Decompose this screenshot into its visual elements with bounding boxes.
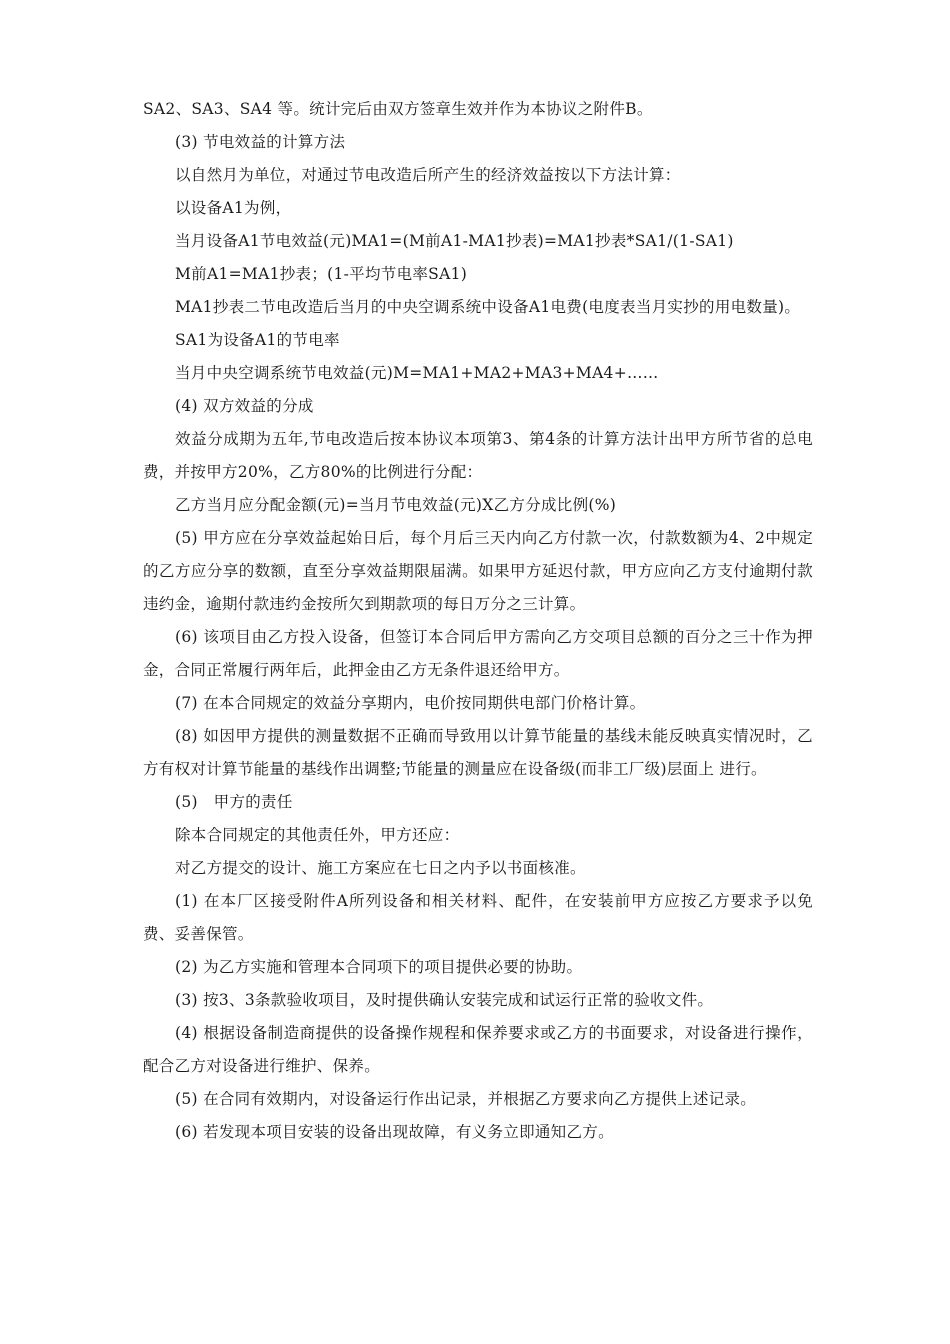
formula: M前A1=MA1抄表；(1-平均节电率SA1) xyxy=(175,265,468,283)
paragraph: (3) 按3、3条款验收项目，及时提供确认安装完成和试运行正常的验收文件。 xyxy=(175,991,714,1009)
section-heading: (3) 节电效益的计算方法 xyxy=(175,133,346,151)
paragraph: (8) 如因甲方提供的测量数据不正确而导致用以计算节能量的基线未能反映真实情况时，乙方有权对计算节能量的基线作出调整;节能量的测量应在设备级(而非工厂级)层面上 进行。 xyxy=(143,727,813,778)
paragraph: (4) 根据设备制造商提供的设备操作规程和保养要求或乙方的书面要求，对设备进行操作，配合乙方对设备进行维护、保养。 xyxy=(143,1024,813,1075)
formula: 当月中央空调系统节电效益(元)M=MA1+MA2+MA3+MA4+…… xyxy=(175,364,659,382)
paragraph: 以自然月为单位，对通过节电改造后所产生的经济效益按以下方法计算： xyxy=(175,166,681,184)
paragraph: 效益分成期为五年,节电改造后按本协议本项第3、第4条的计算方法计出甲方所节省的总电费，并按甲方20%，乙方80%的比例进行分配： xyxy=(143,430,813,481)
paragraph: SA2、SA3、SA4 等。统计完后由双方签章生效并作为本协议之附件B。 xyxy=(143,100,653,118)
section-heading: (4) 双方效益的分成 xyxy=(175,397,314,415)
paragraph: (1) 在本厂区接受附件A所列设备和相关材料、配件，在安装前甲方应按乙方要求予以免费、妥善保管。 xyxy=(143,892,813,943)
paragraph: (7) 在本合同规定的效益分享期内，电价按同期供电部门价格计算。 xyxy=(175,694,646,712)
paragraph: (5) 甲方应在分享效益起始日后，每个月后三天内向乙方付款一次，付款数额为4、2中规定的乙方应分享的数额，直至分享效益期限届满。如果甲方延迟付款，甲方应向乙方支付逾期付款违约金，逾期付款违约金按所欠到期款项的每日万分之三计算。 xyxy=(143,529,813,613)
formula: 乙方当月应分配金额(元)=当月节电效益(元)X乙方分成比例(%) xyxy=(175,496,617,514)
paragraph: (2) 为乙方实施和管理本合同项下的项目提供必要的协助。 xyxy=(175,958,583,976)
paragraph: (6) 若发现本项目安装的设备出现故障，有义务立即通知乙方。 xyxy=(175,1123,614,1141)
paragraph: (6) 该项目由乙方投入设备，但签订本合同后甲方需向乙方交项目总额的百分之三十作为押金，合同正常履行两年后，此押金由乙方无条件退还给甲方。 xyxy=(143,628,813,679)
document-body xyxy=(143,93,813,1149)
section-heading: (5) 甲方的责任 xyxy=(175,793,293,811)
formula: 当月设备A1节电效益(元)MA1=(M前A1-MA1抄表)=MA1抄表*SA1/(1-SA1) xyxy=(175,232,734,250)
paragraph: SA1为设备A1的节电率 xyxy=(175,331,340,349)
paragraph: MA1抄表二节电改造后当月的中央空调系统中设备A1电费(电度表当月实抄的用电数量)。 xyxy=(175,298,801,316)
paragraph: 以设备A1为例， xyxy=(175,199,292,217)
paragraph: 对乙方提交的设计、施工方案应在七日之内予以书面核准。 xyxy=(175,859,586,877)
paragraph: 除本合同规定的其他责任外，甲方还应： xyxy=(175,826,460,844)
paragraph: (5) 在合同有效期内，对设备运行作出记录，并根据乙方要求向乙方提供上述记录。 xyxy=(175,1090,757,1108)
